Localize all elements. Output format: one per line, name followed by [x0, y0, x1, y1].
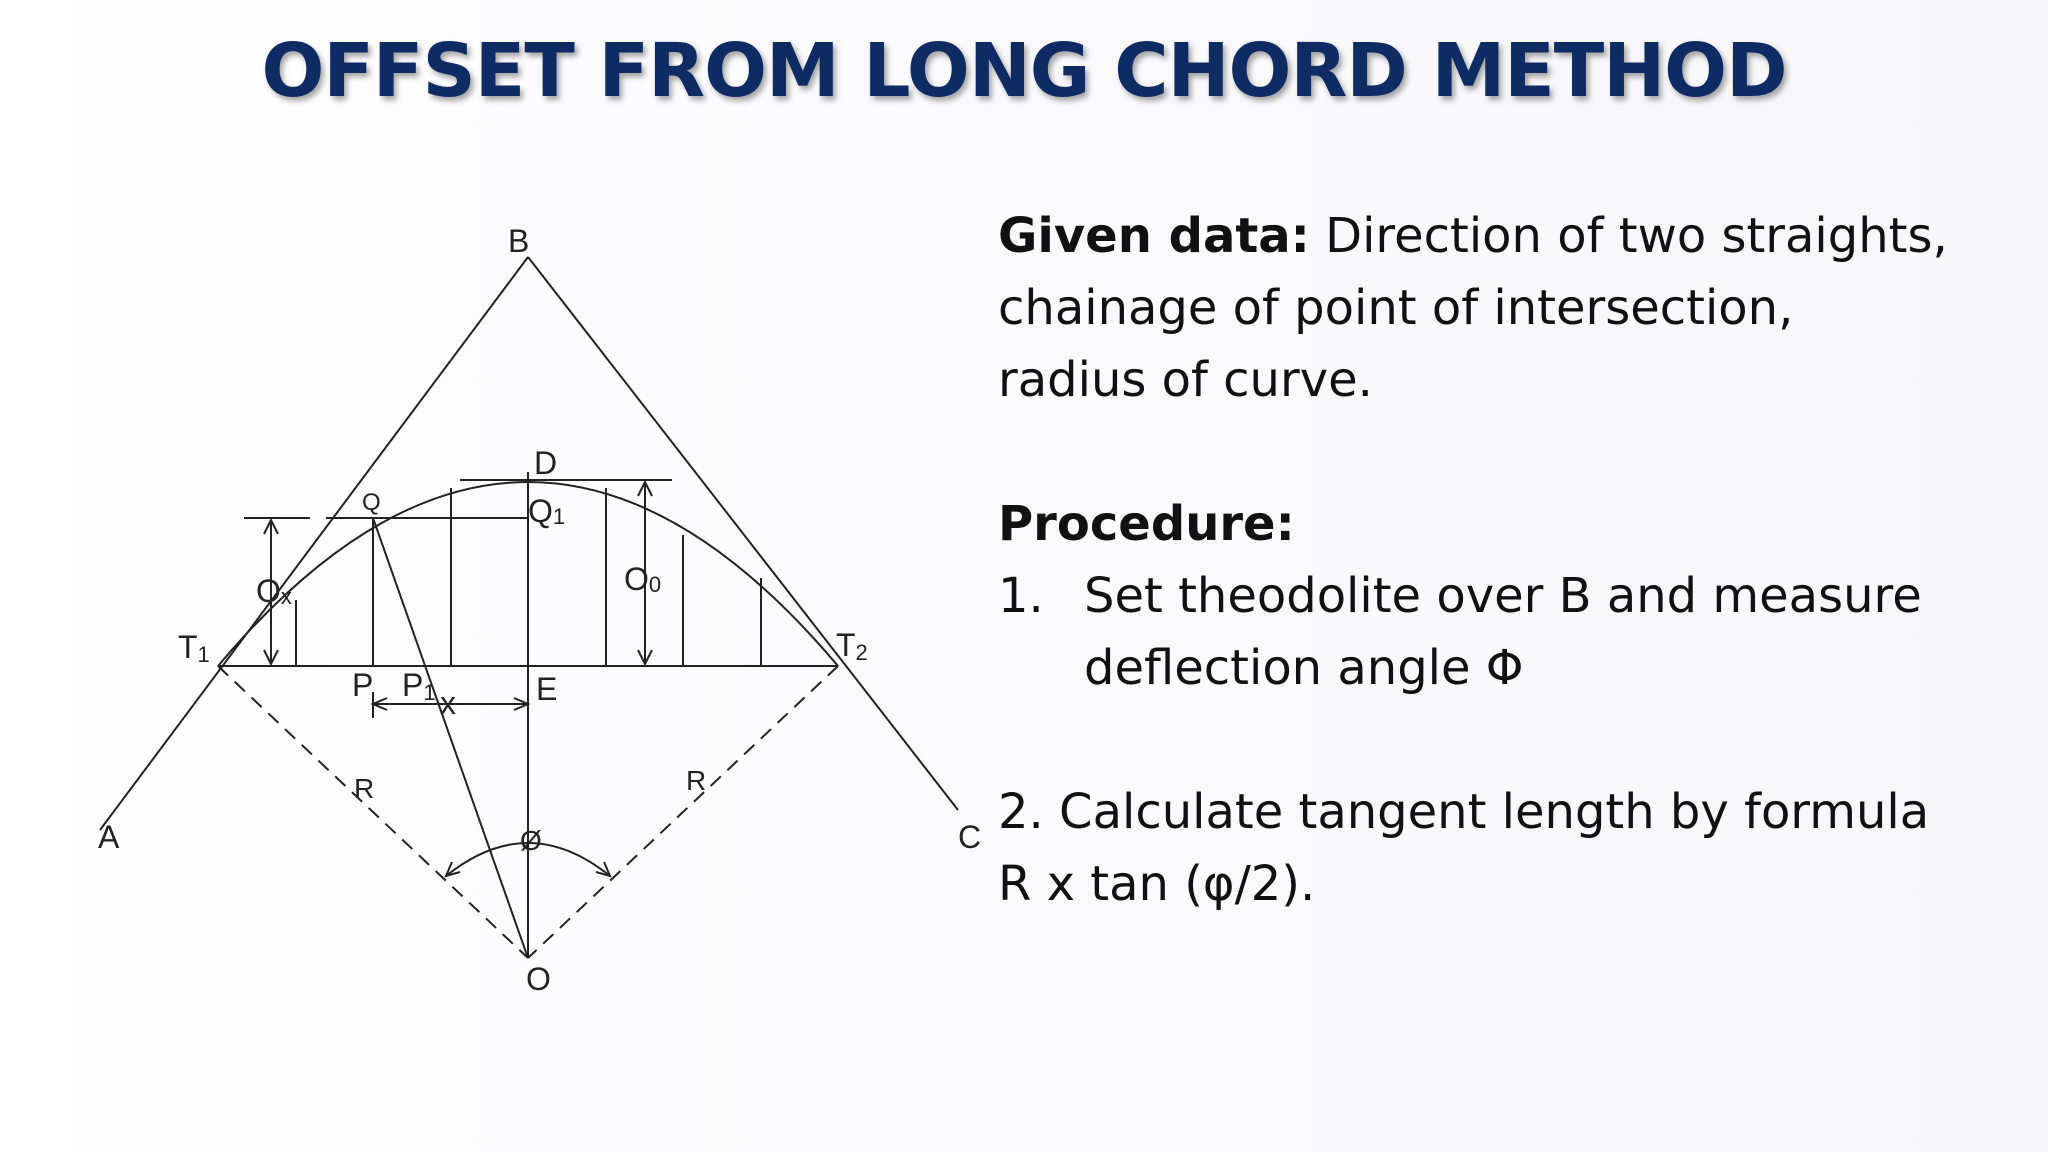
step-1	[998, 560, 2008, 704]
label-phi: Ø	[520, 825, 542, 856]
label-p: P	[352, 667, 374, 703]
curve-diagram	[0, 0, 1000, 1152]
given-data-text: Direction of two straights,	[1309, 208, 1948, 264]
label-p1: P1	[402, 667, 436, 705]
given-data-line-1	[998, 200, 2008, 272]
label-r-left: R	[354, 773, 375, 804]
tangent-line-ab	[100, 257, 528, 830]
label-t1: T1	[178, 629, 210, 667]
label-x: x	[440, 685, 456, 721]
label-q: Q	[362, 489, 381, 516]
label-e: E	[536, 671, 558, 707]
step-1-line-2: deflection angle Φ	[1084, 640, 1524, 696]
given-data-line-2: chainage of point of intersection,	[998, 280, 1794, 336]
label-b: B	[508, 223, 530, 259]
label-o: O	[526, 961, 551, 997]
tangent-line-bc	[528, 257, 958, 810]
step-2-line-2: R x tan (φ/2).	[998, 856, 1316, 912]
procedure-text	[998, 200, 2008, 920]
label-q1: Q1	[528, 493, 566, 529]
radius-line-right	[528, 666, 838, 958]
label-o0: O0	[624, 561, 662, 597]
label-ox: Ox	[256, 573, 292, 609]
given-data-heading: Given data:	[998, 208, 1310, 264]
step-1-number: 1.	[998, 568, 1044, 624]
given-data-line-3: radius of curve.	[998, 352, 1373, 408]
label-a: A	[98, 819, 120, 855]
label-d: D	[534, 445, 558, 481]
step-2-line-1: 2. Calculate tangent length by formula	[998, 784, 1930, 840]
step-1-line-1: Set theodolite over B and measure	[1084, 568, 1922, 624]
label-r-right: R	[686, 765, 707, 796]
procedure-heading: Procedure:	[998, 496, 1295, 552]
label-c: C	[958, 819, 982, 855]
slide-title: OFFSET FROM LONG CHORD METHOD	[261, 28, 1787, 114]
label-t2: T2	[836, 627, 868, 665]
